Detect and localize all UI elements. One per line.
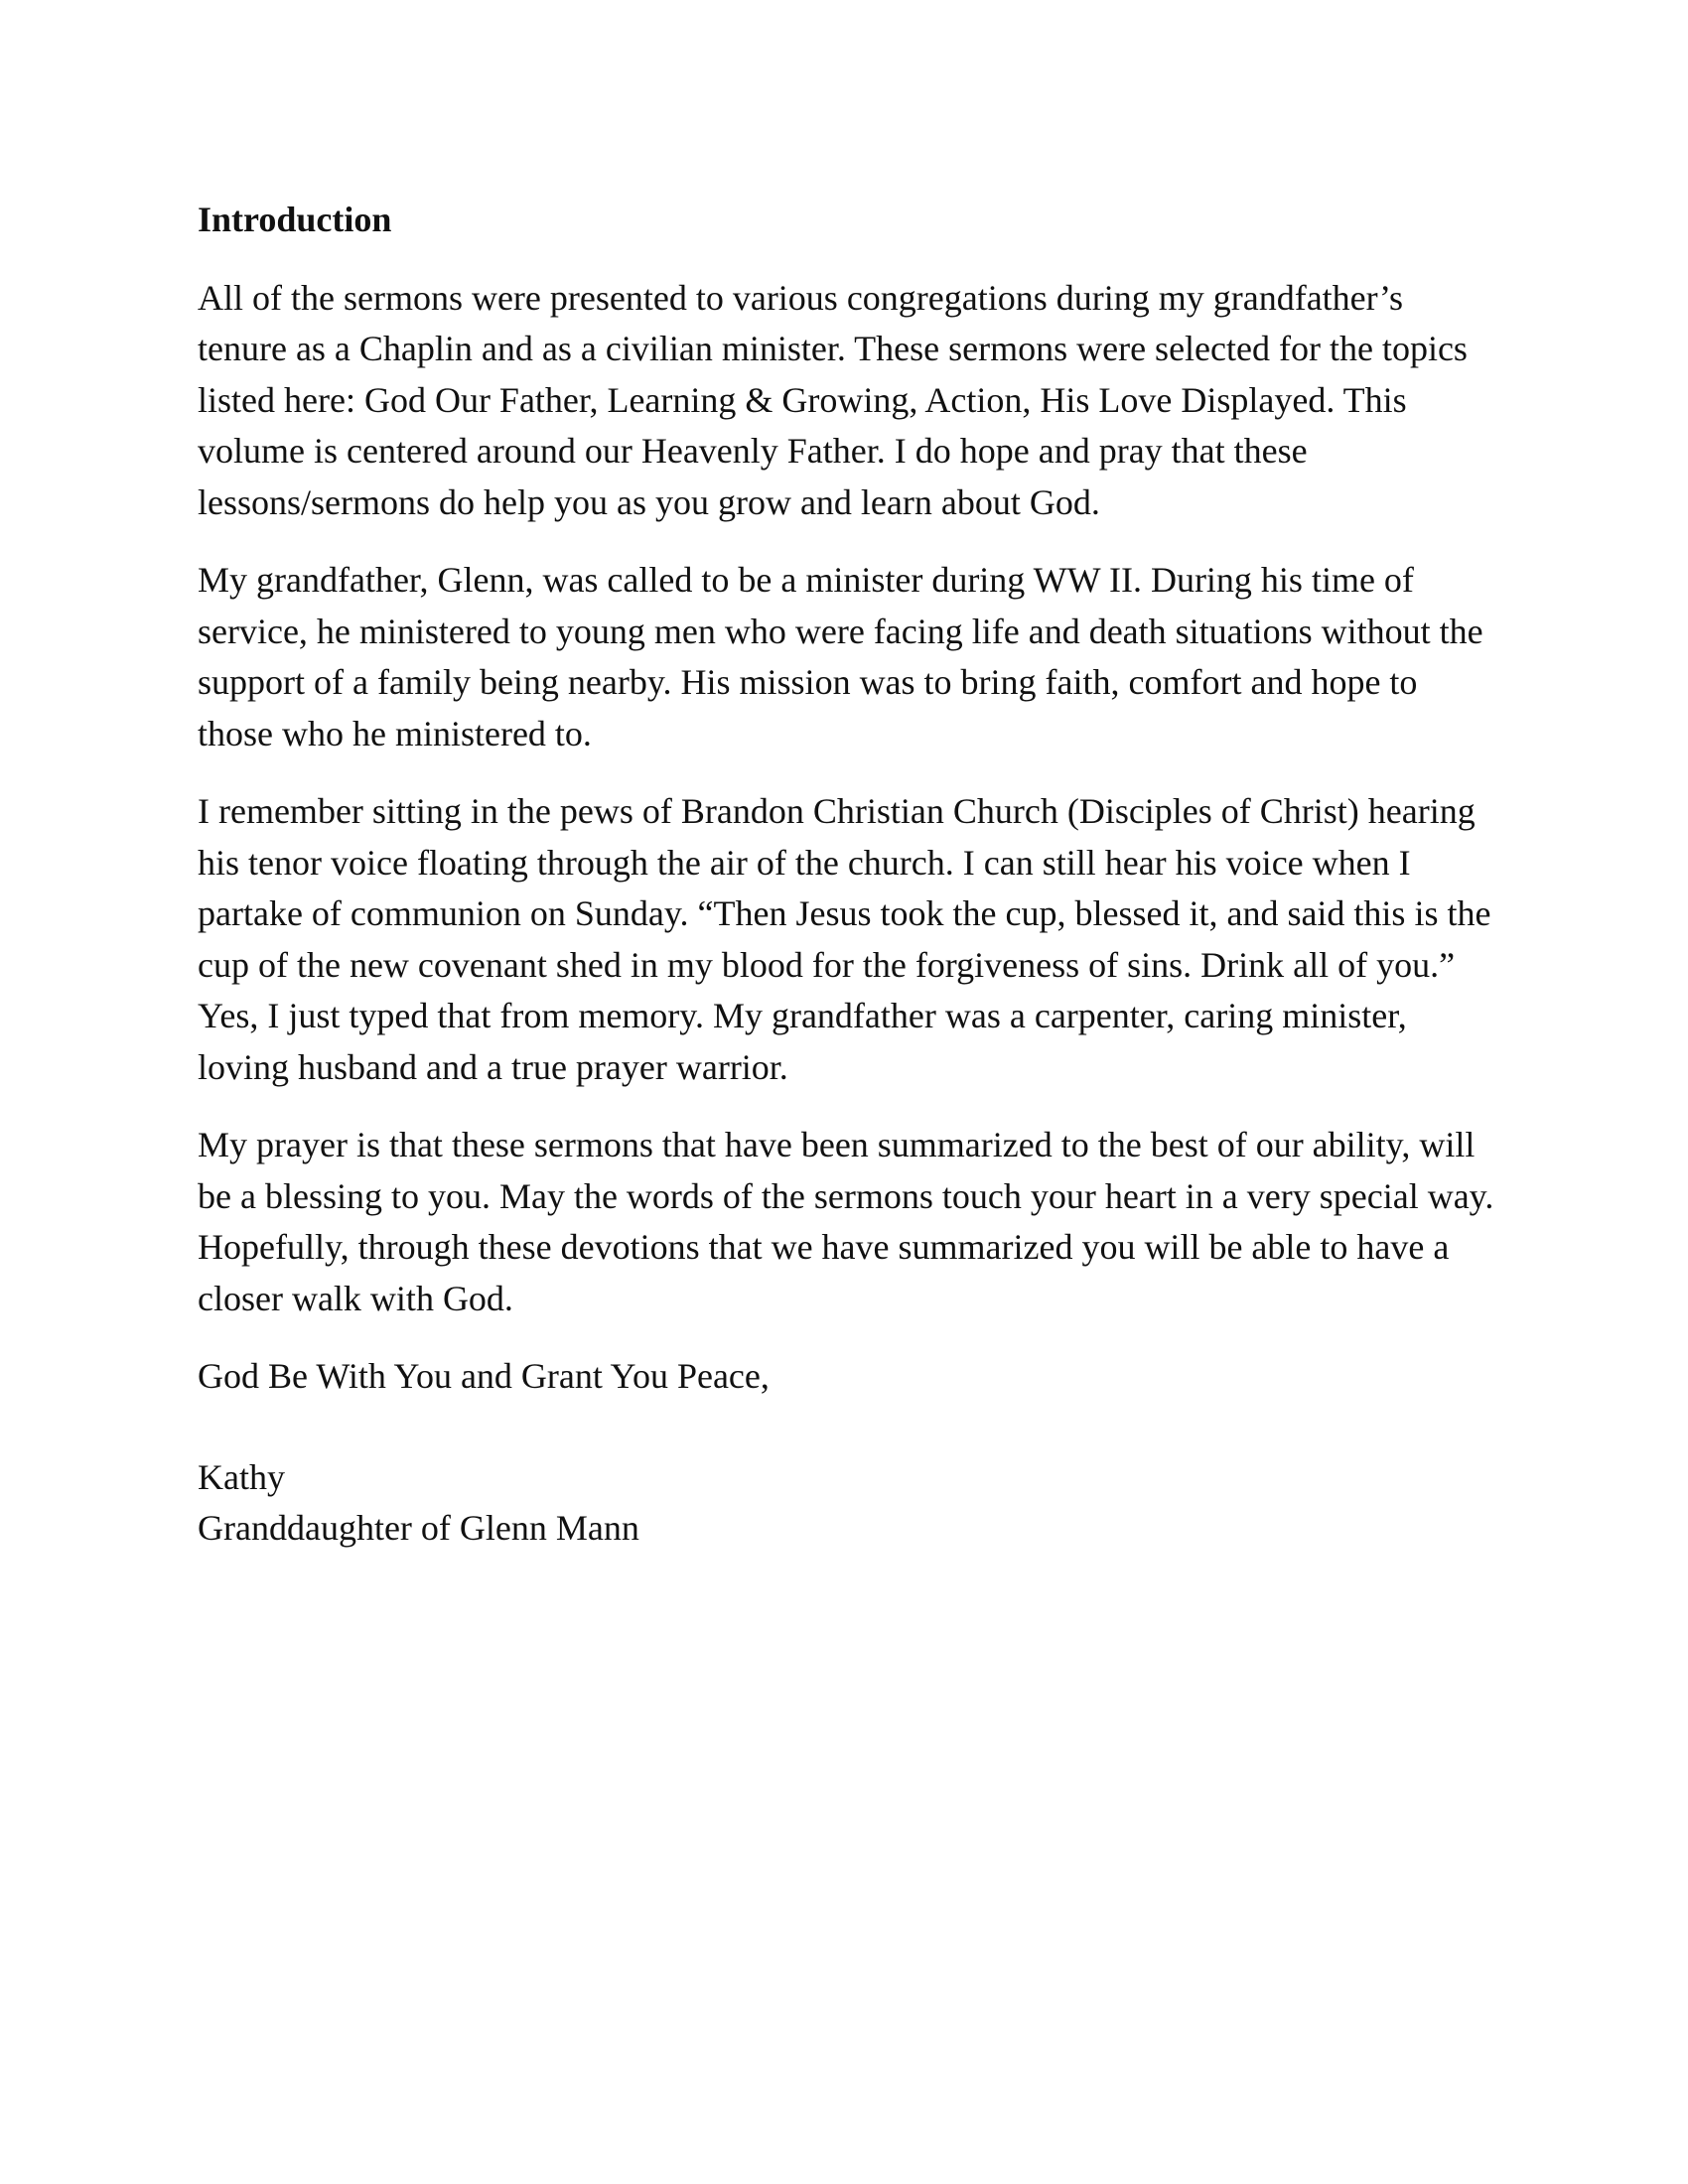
closing-line: God Be With You and Grant You Peace, — [198, 1356, 770, 1396]
paragraph-church-memory: I remember sitting in the pews of Brandon Christian Church (Disciples of Christ) hearing his tenor voice floating through the air of the church. I can still hear his voice when I partake of communion on Sunday. “Then Jesus took the cup, blessed it, and said this is the cup of the new covenant shed in my blood for the forgiveness of sins. Drink all of you.” Yes, I just typed that from memory. My grandfather was a carpenter, caring minister, loving husband and a true prayer warrior. — [198, 791, 1491, 1087]
signature-block — [198, 1452, 1498, 1555]
signature-title: Granddaughter of Glenn Mann — [198, 1508, 639, 1548]
paragraph-sermons-overview: All of the sermons were presented to various congregations during my grandfather’s tenure as a Chaplin and as a civilian minister. These sermons were selected for the topics listed here: God Our Father, Learning & Growing, Action, His Love Displayed. This volume is centered around our Heavenly Father. I do hope and pray that these lessons/sermons do help you as you grow and learn about God. — [198, 277, 1468, 522]
paragraph-grandfather-ministry: My grandfather, Glenn, was called to be a minister during WW II. During his time of service, he ministered to young men who were facing life and death situations without the support of a family being nearby. His mission was to bring faith, comfort and hope to those who he ministered to. — [198, 560, 1483, 753]
signature-name: Kathy — [198, 1456, 285, 1497]
paragraph-prayer: My prayer is that these sermons that have been summarized to the best of our ability, will be a blessing to you. May the words of the sermons touch your heart in a very special way. Hopefully, through these devotions that we have summarized you will be able to have a closer walk with God. — [198, 1125, 1494, 1318]
document-body — [198, 195, 1498, 1555]
page-title: Introduction — [198, 200, 392, 239]
